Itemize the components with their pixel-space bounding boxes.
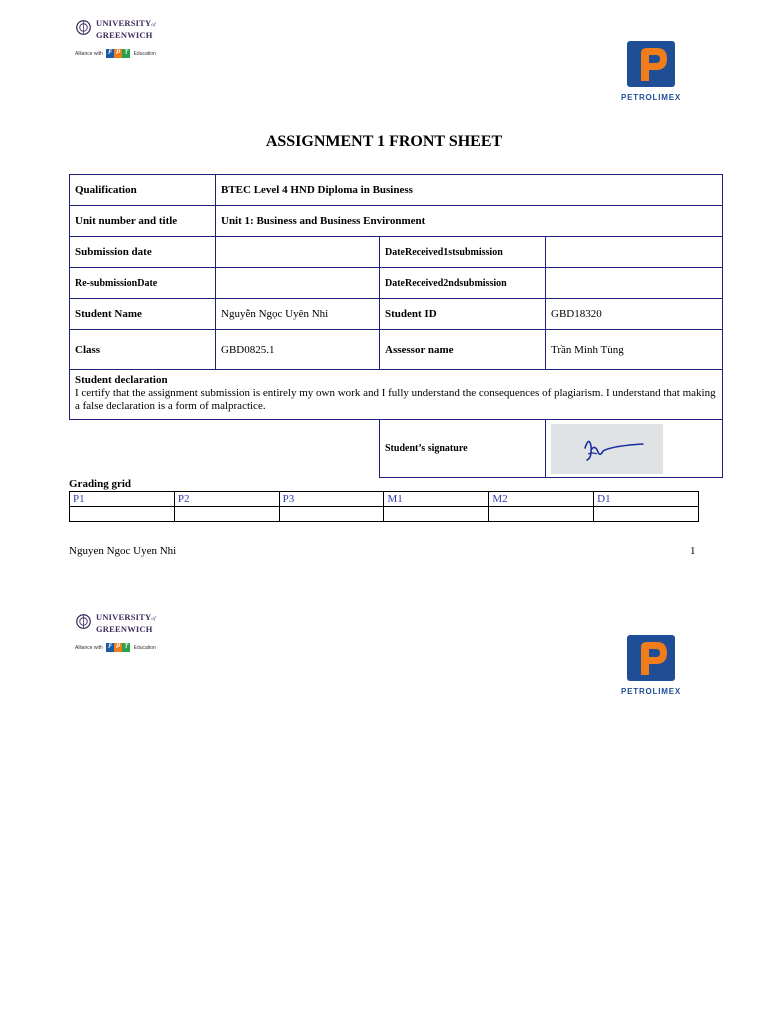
university-wordmark: UNIVERSITYof GREENWICH	[96, 18, 156, 40]
grade-header-p1: P1	[70, 492, 175, 507]
resubmission-date-value	[216, 268, 380, 299]
university-logo	[74, 18, 184, 62]
grade-header-p2: P2	[174, 492, 279, 507]
date-received-2nd-value	[546, 268, 723, 299]
class-label: Class	[70, 330, 216, 370]
qualification-value: BTEC Level 4 HND Diploma in Business	[216, 175, 723, 206]
university-crest-icon	[76, 20, 91, 35]
grade-value-row	[70, 507, 699, 522]
fpt-logo: F P T	[106, 643, 130, 652]
grading-grid-table	[69, 491, 699, 522]
declaration-heading: Student declaration	[75, 374, 168, 386]
grade-header-m2: M2	[489, 492, 594, 507]
grading-grid-label: Grading grid	[69, 478, 132, 490]
assessor-label: Assessor name	[380, 330, 546, 370]
signature-scribble-icon	[551, 424, 663, 474]
university-crest-icon	[76, 614, 91, 629]
qualification-label: Qualification	[70, 175, 216, 206]
petrolimex-logo	[612, 630, 702, 700]
submission-date-value	[216, 237, 380, 268]
page-title: ASSIGNMENT 1 FRONT SHEET	[265, 133, 503, 150]
table-row	[70, 370, 723, 420]
footer-page-number: 1	[690, 545, 696, 557]
submission-date-label: Submission date	[70, 237, 216, 268]
table-row	[70, 175, 723, 206]
signature-label: Student’s signature	[380, 420, 546, 478]
front-sheet-table	[69, 174, 723, 478]
petrolimex-logo	[612, 36, 702, 106]
declaration-text: I certify that the assignment submission is entirely my own work and I fully understand the consequences of plagiarism. I understand that making a false declaration is a form of malpractice.	[75, 387, 716, 412]
grade-value-p3	[279, 507, 384, 522]
petrolimex-mark-icon	[627, 635, 675, 681]
student-name-label: Student Name	[70, 299, 216, 330]
signature-image	[551, 424, 663, 474]
alliance-line: Alliance with F P T Education	[75, 644, 156, 651]
declaration-cell	[70, 370, 723, 420]
table-row	[70, 237, 723, 268]
date-received-1st-label: DateReceived1stsubmission	[380, 237, 546, 268]
petrolimex-wordmark: PETROLIMEX	[620, 93, 681, 102]
signature-cell	[546, 420, 723, 478]
table-row	[70, 206, 723, 237]
date-received-2nd-label: DateReceived2ndsubmission	[380, 268, 546, 299]
grade-value-m1	[384, 507, 489, 522]
table-row	[70, 420, 723, 478]
grade-header-d1: D1	[594, 492, 699, 507]
grade-value-d1	[594, 507, 699, 522]
fpt-logo: F P T	[106, 49, 130, 58]
resubmission-date-label: Re-submissionDate	[70, 268, 216, 299]
university-logo	[74, 612, 184, 656]
student-name-value: Nguyễn Ngọc Uyên Nhi	[216, 299, 380, 330]
grade-header-m1: M1	[384, 492, 489, 507]
university-wordmark: UNIVERSITYof GREENWICH	[96, 612, 156, 634]
date-received-1st-value	[546, 237, 723, 268]
alliance-line: Alliance with F P T Education	[75, 50, 156, 57]
footer-author: Nguyen Ngoc Uyen Nhi	[69, 545, 177, 557]
grade-value-p1	[70, 507, 175, 522]
student-id-label: Student ID	[380, 299, 546, 330]
table-row	[70, 299, 723, 330]
student-id-value: GBD18320	[546, 299, 723, 330]
unit-value: Unit 1: Business and Business Environment	[216, 206, 723, 237]
petrolimex-wordmark: PETROLIMEX	[620, 687, 681, 696]
assessor-value: Trần Minh Tùng	[546, 330, 723, 370]
table-row	[70, 268, 723, 299]
signature-spacer	[70, 420, 380, 478]
grade-value-m2	[489, 507, 594, 522]
table-row	[70, 330, 723, 370]
unit-label: Unit number and title	[70, 206, 216, 237]
class-value: GBD0825.1	[216, 330, 380, 370]
grade-header-row	[70, 492, 699, 507]
grade-value-p2	[174, 507, 279, 522]
petrolimex-mark-icon	[627, 41, 675, 87]
grade-header-p3: P3	[279, 492, 384, 507]
